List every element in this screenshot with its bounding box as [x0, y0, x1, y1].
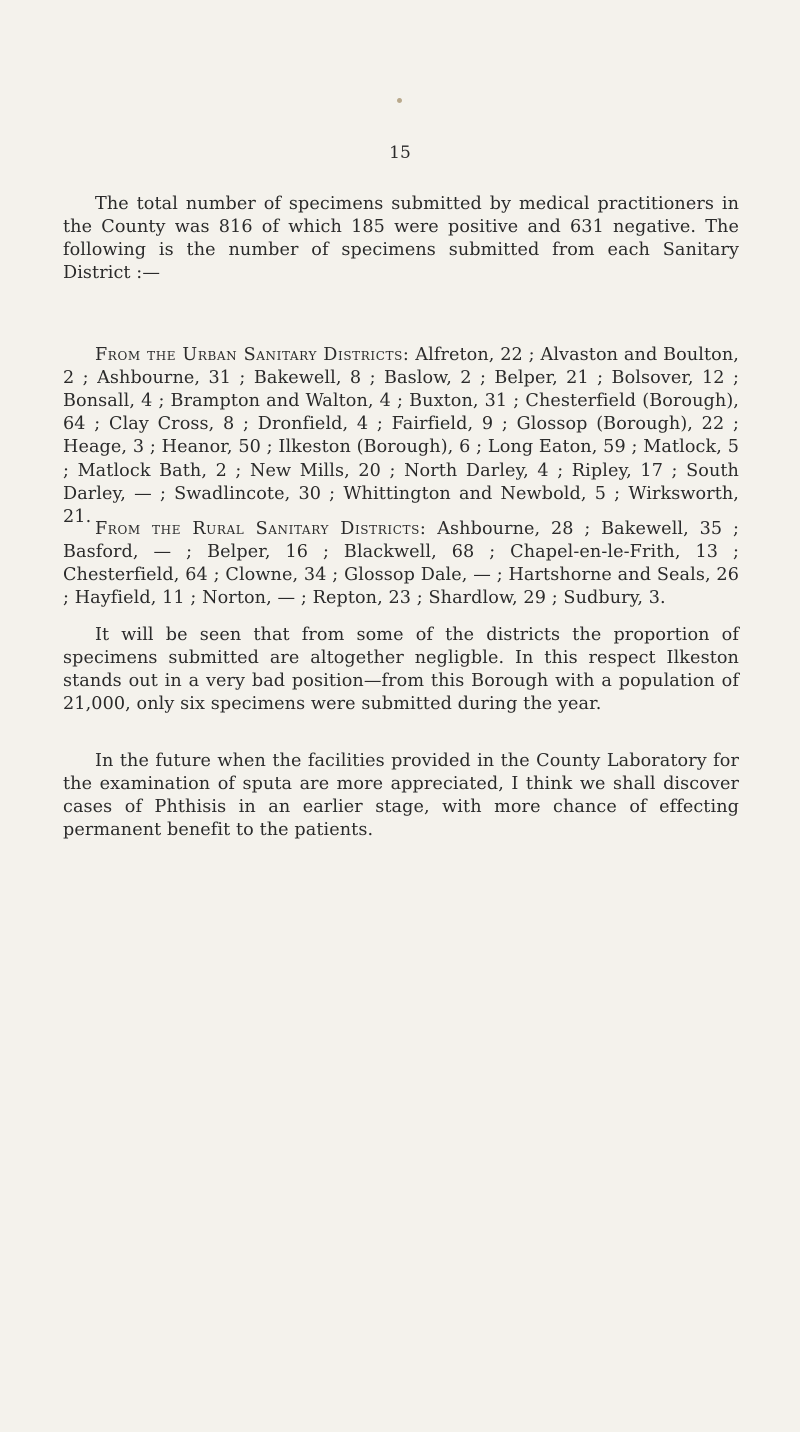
paragraph-specimen-totals: The total number of specimens submitted by medical practitioners in the County was 816 of which 185 were positive and 631 negative. The following is the number of specimens submitted from each Sanitary District :— [63, 193, 739, 284]
rural-districts-list: Ashbourne, 28 ; Bakewell, 35 ; Basford, — ; Belper, 16 ; Blackwell, 68 ; Chapel-en-le-Frith, 13 ; Chesterfield, 64 ; Clowne, 34 ; Glossop Dale, — ; Hartshorne and Seals, 26 ; Hayfield, 11 ; Norton, — ; Repton, 23 ; Shardlow, 29 ; Sudbury, 3. [63, 518, 739, 609]
page-number: 15 [389, 143, 411, 163]
urban-districts-list: Alfreton, 22 ; Alvaston and Boulton, 2 ; Ashbourne, 31 ; Bakewell, 8 ; Baslow, 2 ; Belper, 21 ; Bolsover, 12 ; Bonsall, 4 ; Brampton and Walton, 4 ; Buxton, 31 ; Chesterfield (Borough), 64 ; Clay Cross, 8 ; Dronfield, 4 ; Fairfield, 9 ; Glossop (Borough), 22 ; Heage, 3 ; Heanor, 50 ; Ilkeston (Borough), 6 ; Long Eaton, 59 ; Matlock, 5 ; Matlock Bath, 2 ; New Mills, 20 ; North Darley, 4 ; Ripley, 17 ; South Darley, — ; Swadlincote, 30 ; Whittington and Newbold, 5 ; Wirksworth, 21. [63, 344, 739, 528]
paragraph-urban-districts [63, 344, 739, 530]
urban-districts-heading: From the Urban Sanitary Districts: [95, 344, 410, 365]
ink-speck [397, 98, 402, 103]
rural-districts-heading: From the Rural Sanitary Districts: [95, 518, 427, 539]
paragraph-ilkeston-remark: It will be seen that from some of the districts the proportion of specimens submitted are altogether negligble. In this respect Ilkeston stands out in a very bad position—from this Borough with a population of 21,000, only six specimens were submitted during the year. [63, 624, 739, 715]
paragraph-future-laboratory: In the future when the facilities provided in the County Laboratory for the examination of sputa are more appreciated, I think we shall discover cases of Phthisis in an earlier stage, with more chance of effecting permanent benefit to the patients. [63, 750, 739, 841]
paragraph-rural-districts [63, 518, 739, 611]
